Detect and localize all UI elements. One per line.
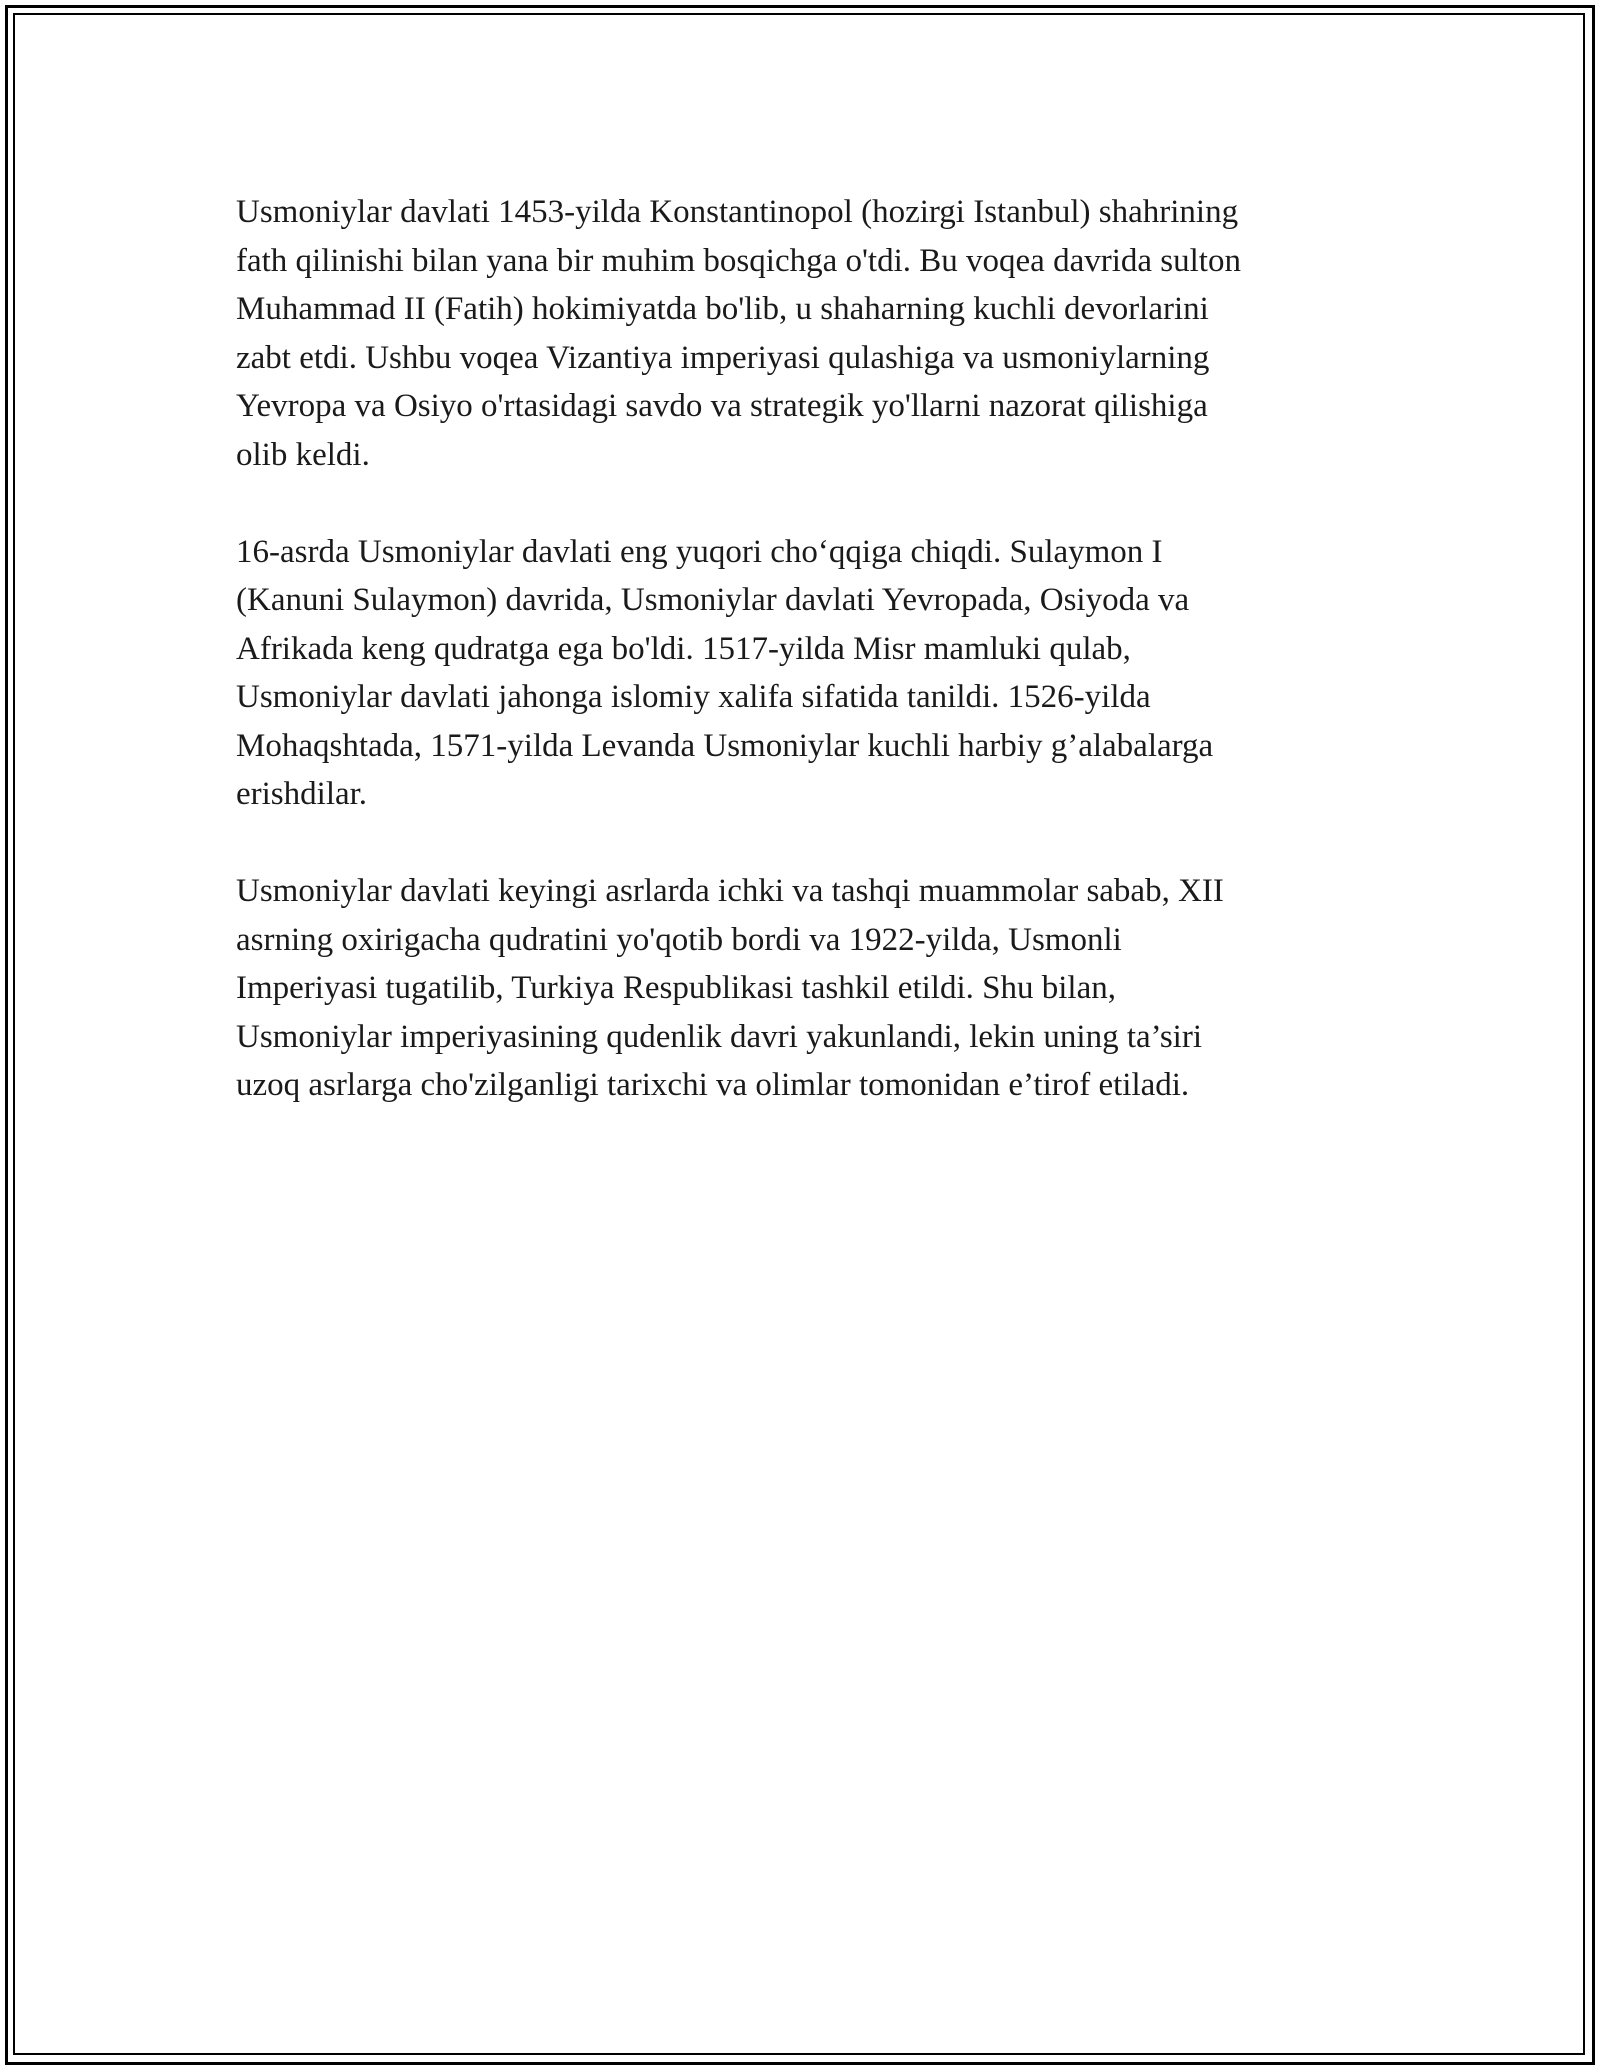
paragraph-line: Usmoniylar davlati keyingi asrlarda ichki va tashqi muammolar sabab, XII [236,873,1224,909]
paragraph-line: Imperiyasi tugatilib, Turkiya Respublikasi tashkil etildi. Shu bilan, [236,970,1116,1006]
paragraph-line: Usmoniylar imperiyasining qudenlik davri yakunlandi, lekin uning ta’siri [236,1018,1203,1055]
paragraph-line: erishdilar. [236,776,368,812]
paragraph-line: zabt etdi. Ushbu voqea Vizantiya imperiyasi qulashiga va usmoniylarning [236,339,1210,376]
paragraph-line: (Kanuni Sulaymon) davrida, Usmoniylar davlati Yevropada, Osiyoda va [236,582,1190,618]
paragraph-3 [236,867,1366,1110]
paragraph-line: Usmoniylar davlati 1453-yilda Konstantinopol (hozirgi Istanbul) shahrining [236,194,1239,230]
paragraph-line: Yevropa va Osiyo o'rtasidagi savdo va strategik yo'llarni nazorat qilishiga [236,388,1208,424]
paragraph-line: olib keldi. [236,436,370,473]
paragraph-line: Muhammad II (Fatih) hokimiyatda bo'lib, u shaharning kuchli devorlarini [236,291,1209,327]
paragraph-2 [236,528,1366,819]
paragraph-line: uzoq asrlarga cho'zilganligi tarixchi va olimlar tomonidan e’tirof etiladi. [236,1067,1190,1103]
paragraph-line: fath qilinishi bilan yana bir muhim bosqichga o'tdi. Bu voqea davrida sulton [236,242,1241,279]
paragraph-line: Usmoniylar davlati jahonga islomiy xalifa sifatida tanildi. 1526-yilda [236,679,1151,715]
paragraph-line: Afrikada keng qudratga ega bo'ldi. 1517-yilda Misr mamluki qulab, [236,630,1131,667]
paragraph-line: asrning oxirigacha qudratini yo'qotib bordi va 1922-yilda, Usmonli [236,921,1122,958]
paragraph-1 [236,188,1366,479]
paragraph-line: Mohaqshtada, 1571-yilda Levanda Usmoniylar kuchli harbiy g’alabalarga [236,727,1214,764]
paragraph-line: 16-asrda Usmoniylar davlati eng yuqori cho‘qqiga chiqdi. Sulaymon I [236,533,1163,570]
document-body [236,188,1366,1158]
